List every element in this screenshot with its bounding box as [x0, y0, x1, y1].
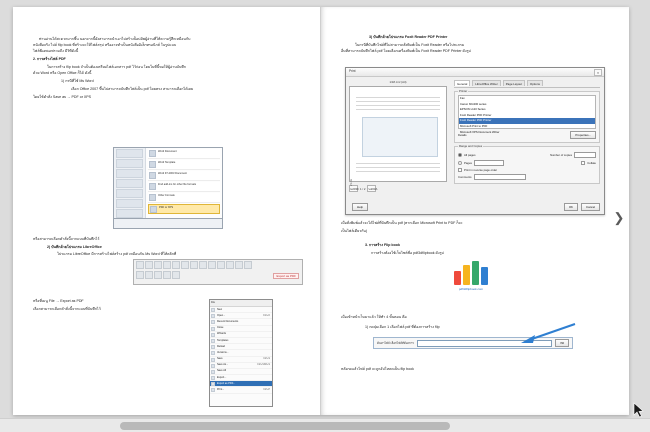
- menu-item[interactable]: Reload: [210, 344, 272, 350]
- printer-option[interactable]: Foxit Reader PDF Printer: [460, 112, 492, 117]
- menu-footer: [113, 219, 223, 229]
- upload-label: ค้นหาไฟล์ เลือกไฟล์ที่ต้องการ: [377, 340, 414, 345]
- printer-group: [454, 91, 600, 143]
- paragraph: ในกรนีที่บันทึกไฟล์ที่ไม่สามารถสั่งพิมพ์เป็น Foxit Reader หรือโปรแกรม: [355, 43, 465, 47]
- italic-icon[interactable]: [145, 271, 153, 279]
- logo-bar-green: [472, 261, 479, 285]
- prev-page-button[interactable]: \u2039: [350, 187, 359, 191]
- page-right: [321, 7, 629, 415]
- print-preview-pane: [346, 77, 450, 216]
- dialog-footer[interactable]: [564, 203, 600, 211]
- list-item-libreoffice: 2) บันทึกด้วยโปรแกรม LibreOffice: [47, 245, 102, 249]
- close-icon[interactable]: ✕: [594, 69, 602, 76]
- comments-row[interactable]: Comments: [458, 174, 596, 180]
- menu-item[interactable]: New: [210, 307, 272, 313]
- print-icon: [211, 388, 215, 392]
- reload-icon: [211, 345, 215, 349]
- next-page-button[interactable]: \u203A: [368, 187, 378, 191]
- paper-size-label: 21 cm: [350, 178, 353, 186]
- tab-options[interactable]: Options: [527, 80, 543, 86]
- paragraph: ด้วย Word หรือ Open Office ก็ได้ ดังนี้: [33, 71, 92, 75]
- menu-item[interactable]: Save As... Ctrl+Shift+S: [210, 363, 272, 369]
- paragraph: หนังสือจริง ไปล์ flip book ที่สร้างจะให้ไฟล์สรุป หรืออาจทำเป็นหนังสืออิเล็กทรอนิกส์ ในรูปแบบ: [33, 43, 177, 47]
- open-icon[interactable]: [145, 261, 153, 269]
- save-icon[interactable]: [154, 261, 162, 269]
- paragraph: การสร้างต้องใช้เว็บไซต์ชื่อ pdf3dflipbook ดังรูป: [371, 251, 444, 255]
- tab-general[interactable]: General: [454, 80, 470, 86]
- format-icon: [149, 194, 156, 201]
- paragraph: หรือสามารถเลือกคำสั่งนี้จากแบบที่บันทึกไว้: [33, 237, 100, 241]
- tab-page-layout[interactable]: Page Layout: [503, 80, 525, 86]
- save-as-icon: [211, 364, 215, 368]
- paragraph: เมื่อสั่งพิมพ์แล้วจะได้ไฟล์ที่บันทึกเป็น pdf (หากเลือก Microsoft Print to PDF ก็จะ: [341, 221, 463, 225]
- collate-checkbox[interactable]: [581, 161, 585, 165]
- file-menu-title: File: [210, 300, 272, 307]
- versions-icon: [211, 351, 215, 355]
- table-icon[interactable]: [235, 261, 243, 269]
- paragraph: โปรแกรม LibreOffice มีการสร้างไฟล์สร้าง pdf เหมือนกัน Ms Word ที่ให้คลิกที่: [57, 252, 177, 256]
- wizard-icon: [211, 333, 215, 337]
- pdf-icon: [150, 206, 157, 213]
- dialog-tabs[interactable]: [454, 80, 600, 88]
- printer-group-label: Printer: [459, 89, 468, 93]
- page-spread: [13, 7, 629, 415]
- mouse-cursor: [634, 403, 643, 417]
- print-dialog-screenshot[interactable]: [345, 67, 605, 215]
- radio-pages[interactable]: [458, 161, 462, 165]
- paragraph: หรือที่เมนู File → Export as PDF: [33, 299, 84, 303]
- menu-item[interactable]: Save Ctrl+S: [210, 357, 272, 363]
- radio-all-pages[interactable]: [458, 153, 462, 157]
- bold-icon[interactable]: [136, 271, 144, 279]
- save-all-icon: [211, 370, 215, 374]
- paragraph: เลือก Office 2007 ขึ้นไปสามารถบันทึกไฟล์เป็น pdf โดยตรง สามารถเลือกได้เลย: [71, 87, 194, 91]
- menu-item[interactable]: Print... Ctrl+P: [210, 387, 272, 393]
- paragraph: โดยใช้คำสั่ง Save as → PDF or XPS: [33, 95, 92, 99]
- menu-item[interactable]: Versions...: [210, 350, 272, 356]
- addin-icon: [149, 183, 156, 190]
- preview-paper: [349, 86, 447, 182]
- word-save-as-menu[interactable]: [113, 147, 223, 219]
- libreoffice-toolbar-screenshot[interactable]: [133, 259, 303, 285]
- paragraph: เมื่อเข้าหน้าเว็บมาแล้ว ให้ทำ 4 ขั้นตอน คือ: [341, 315, 407, 319]
- reverse-order-row[interactable]: Print in reverse page order: [458, 168, 596, 172]
- printer-option[interactable]: Fax: [460, 96, 465, 100]
- menu-item[interactable]: Export...: [210, 375, 272, 381]
- paragraph: 1) กดปุ่มเลือก 1 เลือกไฟล์ pdf ที่ต้องการสร้าง flip: [365, 325, 440, 329]
- align-left-icon[interactable]: [163, 271, 171, 279]
- reverse-order-checkbox[interactable]: [458, 168, 462, 172]
- export-as-pdf-button[interactable]: Export as PDF: [273, 273, 299, 279]
- logo-bars: [429, 259, 513, 285]
- toolbar-row[interactable]: [134, 260, 302, 270]
- export-icon: [211, 376, 215, 380]
- menu-item[interactable]: Word Document: [148, 149, 220, 159]
- menu-item[interactable]: Save All: [210, 369, 272, 375]
- doc-icon: [149, 172, 156, 179]
- paragraph: ในการสร้าง flip book จำเป็นต้องเตรียมไฟล์เอกสาร pdf ไว้ก่อน โดยในที่นี้ขอให้ผู้อ่านบันทึก: [47, 65, 186, 69]
- printer-option-selected[interactable]: Foxit Reader PDF Printer: [459, 118, 595, 124]
- dialog-body: [346, 77, 604, 216]
- menu-item[interactable]: Find add-ins for other file formats: [148, 182, 220, 192]
- undo-icon[interactable]: [217, 261, 225, 269]
- range-pages-row[interactable]: Pages Collate: [458, 160, 596, 166]
- mail-icon[interactable]: [163, 261, 171, 269]
- pages-input[interactable]: [474, 160, 504, 166]
- paragraph: ไฟล์พีเอพเอฟรวมถีง มีวิทีดังนี้: [33, 49, 79, 53]
- printer-option[interactable]: EPSON L120 Series: [460, 107, 486, 112]
- logo-caption: pdf3dflipbook.com: [458, 287, 484, 291]
- printer-list[interactable]: [458, 95, 596, 134]
- tab-libreoffice-writer[interactable]: LibreOffice Writer: [472, 80, 500, 86]
- preview-thumbnail: [362, 117, 438, 157]
- properties-button[interactable]: Properties...: [570, 131, 596, 139]
- close-icon: [211, 327, 215, 331]
- blue-annotation-arrow: [517, 323, 577, 345]
- paragraph: ท่านอ่านได้สะดวกมากขึ้น นอกจากนี้ยังสามารถนำเอาไปสร้างป็อปอัพผู้อ่านที่ให้ความรู้สึกเหมือนกับ: [39, 37, 191, 41]
- horizontal-scrollbar[interactable]: [0, 418, 650, 432]
- preview-size-label: 1/18 cm² (A4): [389, 80, 407, 84]
- paragraph: หลังกดแล้วไฟล์ pdf จะถูกอัปโหลดเป็น flip book: [341, 367, 414, 371]
- browse-button[interactable]: กด: [555, 339, 569, 347]
- preview-navigation[interactable]: [349, 185, 447, 192]
- details-toggle[interactable]: Details: [458, 133, 467, 137]
- help-button-wrap[interactable]: [352, 203, 368, 211]
- libreoffice-file-menu[interactable]: [209, 299, 273, 407]
- menu-item[interactable]: Open... Ctrl+O: [210, 313, 272, 319]
- help-button[interactable]: Help: [352, 203, 368, 211]
- menu-item[interactable]: Wizards: [210, 332, 272, 338]
- redo-icon[interactable]: [226, 261, 234, 269]
- cancel-button[interactable]: Cancel: [581, 203, 600, 211]
- new-icon: [211, 308, 215, 312]
- menu-items[interactable]: [146, 148, 222, 218]
- paragraph: เป็นไฟล์เดียวกัน): [341, 229, 368, 233]
- underline-icon[interactable]: [154, 271, 162, 279]
- logo-bar-red: [454, 271, 461, 285]
- recent-icon: [211, 320, 215, 324]
- heading-2-create-pdf: 2. การสร้างไฟล์ PDF: [33, 57, 66, 61]
- page-indicator: 1 / 2: [360, 186, 366, 191]
- paragraph: อื่นที่สามารถบันทึกไฟล์ pdf โดยเลือกเครื่องพิมพ์เป็น Foxit Reader PDF Printer ดังรูป: [341, 49, 471, 53]
- range-all-row[interactable]: All pages Number of copies: [458, 152, 596, 158]
- chart-icon[interactable]: [244, 261, 252, 269]
- template-icon: [211, 339, 215, 343]
- range-and-copies-group: [454, 146, 600, 184]
- dialog-title: Print: [349, 69, 356, 74]
- menu-item[interactable]: Other Formats: [148, 193, 220, 203]
- save-icon: [211, 358, 215, 362]
- open-icon: [211, 314, 215, 318]
- menu-item[interactable]: Templates: [210, 338, 272, 344]
- menu-left-rail: [114, 148, 146, 218]
- align-center-icon[interactable]: [172, 271, 180, 279]
- ok-button[interactable]: OK: [564, 203, 578, 211]
- logo-bar-blue: [481, 267, 488, 285]
- scrollbar-thumb[interactable]: [120, 422, 450, 430]
- heading-3-flipbook: 3. การสร้าง Flip book: [365, 243, 400, 247]
- copies-label: Number of copies: [550, 153, 572, 157]
- pdf-icon: [211, 382, 215, 386]
- menu-item[interactable]: Word 97-2003 Document: [148, 171, 220, 181]
- paste-icon[interactable]: [208, 261, 216, 269]
- paragraph: เลือกสามารถเลือกคำสั่งนี้จากแบบที่บันทึกไว้: [33, 307, 101, 311]
- next-page-arrow-icon[interactable]: ❯: [613, 210, 625, 225]
- logo-bar-yellow: [463, 265, 470, 285]
- cut-icon[interactable]: [190, 261, 198, 269]
- doc-icon: [149, 161, 156, 168]
- list-item-ms-word: 1) กรนีที่ใช้ Ms Word: [61, 79, 94, 83]
- copy-icon[interactable]: [199, 261, 207, 269]
- preview-icon[interactable]: [181, 261, 189, 269]
- new-icon[interactable]: [136, 261, 144, 269]
- pdf3dflipbook-logo: [429, 259, 513, 303]
- dialog-titlebar: [346, 68, 604, 77]
- menu-item[interactable]: Word Template: [148, 160, 220, 170]
- page-left: [13, 7, 321, 415]
- menu-item[interactable]: Close: [210, 326, 272, 332]
- printer-option[interactable]: Microsoft XPS Document Writer: [460, 129, 500, 134]
- printer-option[interactable]: Microsoft Print to PDF: [460, 123, 488, 128]
- list-item-foxit: 3) บันทึกด้วยโปรแกรม Foxit Reader PDF Printer: [369, 35, 448, 39]
- menu-item-pdf-or-xps[interactable]: PDF or XPS: [148, 204, 220, 214]
- printer-option[interactable]: Canon MG300 series: [460, 101, 487, 106]
- print-icon[interactable]: [172, 261, 180, 269]
- doc-icon: [149, 150, 156, 157]
- menu-item-export-as-pdf[interactable]: Export as PDF...: [210, 381, 272, 387]
- copies-input[interactable]: [574, 152, 596, 158]
- range-group-label: Range and Copies: [459, 144, 483, 148]
- menu-item[interactable]: Recent Documents: [210, 319, 272, 325]
